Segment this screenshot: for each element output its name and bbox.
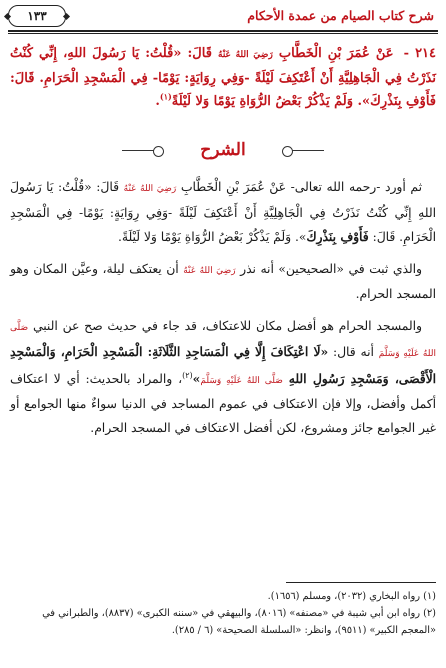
hadith-matn: قَالَ: «قُلْتُ: يَا رَسُولَ اللهِ، إِنِّي كُنْتُ نَذَرْتُ فِي الْجَاهِلِيَّةِ أَنْ أَعْتَكِفَ لَيْلَةً -وَفِي رِوَايَةٍ: يَوْمًا- فِي الْمَسْجِدِ الْحَرَامِ. قَالَ: فَأَوْفِ بِنَذْرِكَ». وَلَمْ يَذْكُرْ بَعْضُ الرُّوَاةِ يَوْمًا وَلا لَيْلَةً — [10, 46, 436, 109]
quoted-phrase: فَأَوْفِ بِنَذْرِكَ — [306, 229, 369, 244]
text-span: ». وَلَمْ يَذْكُرْ بَعْضُ الرُّوَاةِ يَوْمًا وَلا لَيْلَةً. — [117, 230, 307, 244]
page-header — [8, 4, 438, 30]
ornament-left-icon — [122, 146, 162, 156]
hadith-number: ٢١٤ - — [403, 46, 437, 61]
honorific-glyph: رَضِيَ اللهُ عَنْهُ — [123, 184, 177, 194]
quote-close: » — [192, 370, 201, 386]
footnote-ref-1: (١) — [159, 91, 172, 102]
section-title: الشرح — [200, 140, 246, 160]
section-heading — [0, 140, 446, 164]
footnotes — [10, 588, 436, 639]
text-span: ثم أورد -رحمه الله تعالى- عَنْ عُمَرَ بْنِ الْخَطَّابِ — [180, 180, 422, 194]
commentary-paragraph-2 — [10, 258, 436, 307]
running-title: شرح كتاب الصيام من عمدة الأحكام — [247, 8, 434, 23]
commentary-body — [10, 176, 436, 440]
honorific-glyph: رَضِيَ اللهُ عَنْهُ — [218, 50, 273, 60]
honorific-glyph: رَضِيَ اللهُ عَنْهُ — [183, 265, 236, 276]
hadith-text: ٢١٤ - عَنْ عُمَرَ بْنِ الْخَطَّابِ رَضِيَ اللهُ عَنْهُ قَالَ: «قُلْتُ: يَا رَسُولَ اللهِ، إِنِّي كُنْتُ نَذَرْتُ فِي الْجَاهِلِيَّةِ أَنْ أَعْتَكِفَ لَيْلَةً -وَفِي رِوَايَةٍ: يَوْمًا- فِي الْمَسْجِدِ الْحَرَامِ. قَالَ: فَأَوْفِ بِنَذْرِكَ». وَلَمْ يَذْكُرْ بَعْضُ الرُّوَاةِ يَوْمًا وَلا لَيْلَةً$^{(١)}$. — [10, 46, 437, 109]
header-divider-thin — [8, 33, 438, 34]
text-span: ، والمراد بالحديث: أي لا اعتكاف أكمل وأفضل، وإلا فإن الاعتكاف في عموم المساجد في الدنيا سواءٌ منها الجوامع أو غير الجوامع جائز ومشروع، لكن أفضل الاعتكاف في المسجد الحرام. — [10, 371, 436, 435]
text-span: أن يعتكف ليلة، وعيَّن المكان وهو المسجد الحرام. — [10, 261, 436, 301]
hadith-chain: عَنْ عُمَرَ بْنِ الْخَطَّابِ — [278, 46, 394, 61]
commentary-paragraph-1 — [10, 176, 436, 250]
header-divider — [8, 30, 438, 32]
footnote-ref-2: (٢) — [182, 370, 193, 380]
footnote-1: (١) رواه البخاري (٢٠٣٢)، ومسلم (١٦٥٦). — [267, 591, 436, 602]
ornament-right-icon — [284, 146, 324, 156]
footnote-2: (٢) رواه ابن أبي شيبة في «مصنفه» (٨٠١٦)، والبيهقي في «سننه الكبرى» (٨٨٣٧)، والطبراني في «المعجم الكبير» (٩٥١١)، وانظر: «السلسلة الصحيحة» (٦ / ٢٨٥). — [42, 608, 436, 636]
quoted-hadith: «لَا اعْتِكَافَ إِلَّا فِي الْمَسَاجِدِ الثَّلَاثَةِ: الْمَسْجِدِ الْحَرَامِ، وَالْمَسْجِدِ الْأَقْصَى، وَمَسْجِدِ رَسُولِ اللهِ — [10, 344, 437, 386]
honorific-glyph: صَلَّى اللهُ عَلَيْهِ وَسَلَّمَ — [200, 375, 283, 386]
footnote-divider — [286, 582, 436, 583]
text-span: أنه قال: — [332, 345, 374, 359]
text-span: والمسجد الحرام هو أفضل مكان للاعتكاف، قد جاء في حديث صح عن النبي — [32, 318, 422, 333]
text-span: قَالَ: «قُلْتُ: يَا رَسُولَ اللهِ إِنِّي كُنْتُ نَذَرْتُ فِي الْجَاهِلِيَّةِ أَنْ أَعْتَكِفَ لَيْلَةً -وَفِي رِوَايَةٍ: يَوْمًا- فِي الْمَسْجِدِ الْحَرَامِ. قَالَ: — [10, 180, 436, 244]
page-number-badge: ١٣٣ — [8, 5, 66, 27]
commentary-paragraph-3 — [10, 315, 436, 441]
honorific-glyph: صَلَّى اللهُ عَلَيْهِ وَسَلَّمَ — [10, 322, 436, 359]
text-span: والذي ثبت في «الصحيحين» أنه نذر — [240, 261, 422, 276]
